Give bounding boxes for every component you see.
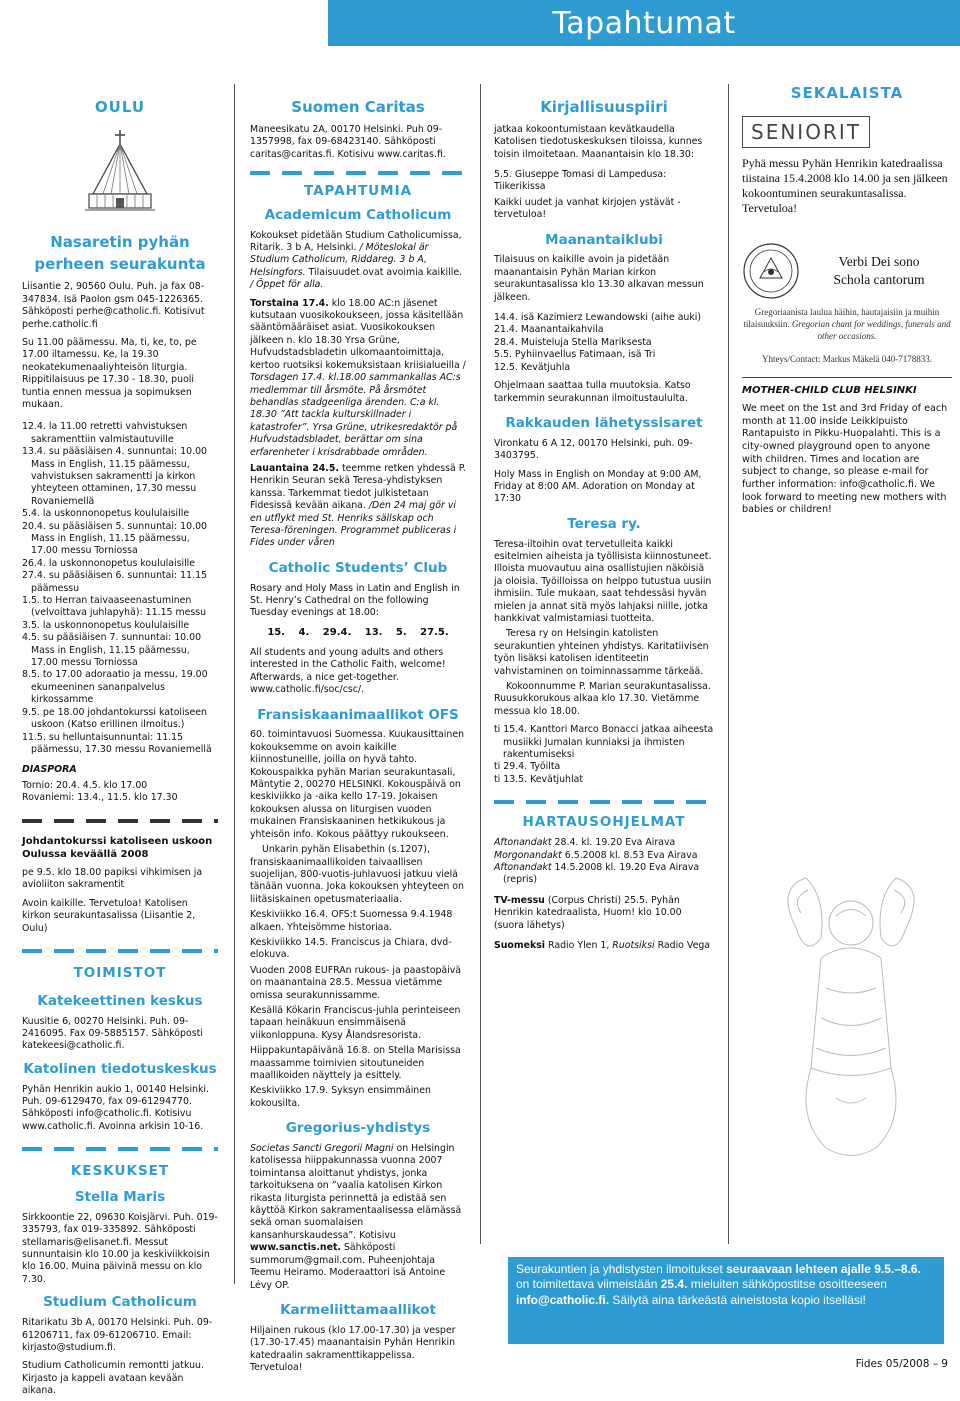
list-item: 5.4. la uskonnonopetus koululaisille — [22, 508, 190, 520]
verbi-contact: Yhteys/Contact: Markus Mäkelä 040-7178833. — [762, 353, 932, 364]
intro-course-title: Johdantokurssi katoliseen uskoon Oulussa keväällä 2008 — [22, 835, 213, 860]
diaspora-tornio: Tornio: 20.4. 4.5. klo 17.00 — [22, 779, 148, 791]
list-item: ti 29.4. Työilta — [494, 761, 561, 773]
column-divider — [728, 84, 729, 1244]
tiedotus-heading: Katolinen tiedotuskeskus — [23, 1060, 217, 1077]
ofs-item: 60. toimintavuosi Suomessa. Kuukausittainen kokouksemme on avoin kaikille kiinnostuneille, joilla on hyvä tahto. Kokouspaikka pyhän Marian seurakuntasali, Mäntytie 2, 00270 HELSINKI. Kokouspäivä on keskiviikko ja -aika kello 17-19. Jokaisen kokouksen alussa on liturgisen vuoden mukainen Fransiskaaninen hetkikukous ja yhteisön info. Kokous päättyy rukoukseen. — [250, 729, 465, 840]
section-banner: Tapahtumat — [328, 0, 960, 46]
students-dates: 15. 4. 29.4. 13. 5. 27.5. — [267, 626, 449, 638]
studium-text: Ritarikatu 3b A, 00170 Helsinki. Puh. 09-61206711, fax 09-61206710. Email: kirjasto@studium.fi. — [22, 1317, 213, 1353]
verbi-description: Gregoriaanista laulua häihin, hautajaisiin ja muihin tilaisuuksiin. Gregorian chant for weddings, funerals and other occasions. Yhteys/Contact: Markus Mäkelä 040-7178833. — [743, 307, 951, 364]
radio-text: Suomeksi Radio Ylen 1, Ruotsiksi Radio Vega — [494, 939, 711, 951]
column-oulu — [22, 84, 218, 1401]
gregorius-heading: Gregorius-yhdistys — [285, 1120, 431, 1137]
verbi-title-line-1: Verbi Dei sono — [838, 253, 920, 269]
list-item: 3.5. la uskonnonopetus koululaisille — [22, 619, 190, 631]
karmeliitat-heading: Karmeliittamaallikot — [280, 1301, 436, 1318]
divider — [250, 171, 466, 175]
rakkauden-text: Vironkatu 6 A 12, 00170 Helsinki, puh. 09-3403795. — [494, 437, 693, 462]
caritas-text: Maneesikatu 2A, 00170 Helsinki. Puh 09-1357998, fax 09-68423140. Sähköposti caritas@caritas.fi. Kotisivu www.caritas.fi. — [250, 123, 446, 160]
list-item: 9.5. pe 18.00 johdantokurssi katoliseen uskoon (Katso erillinen ilmoitus.) — [22, 706, 207, 731]
notice-email[interactable]: info@catholic.fi. — [516, 1292, 610, 1307]
list-item: 8.5. to 17.00 adoraatio ja messu, 19.00 ekumeeninen sananpalvelus kirkossamme — [22, 669, 208, 706]
ofs-item: Unkarin pyhän Elisabethin (s.1207), fransiskaanimaallikoiden taivaallisen suojelijan, 800-vuotis-juhlavuosi jatkuu vielä tänään vuonna. Joka kokouksen yhteyteen on liitäsiskainen opetusmateriaalia. — [250, 844, 464, 905]
mother-child-title: MOTHER-CHILD CLUB HELSINKI — [742, 384, 917, 396]
list-item: 4.5. su pääsiäisen 7. sunnuntai: 10.00 Mass in English, 11.15 päämessu, 17.00 messu Torniossa — [22, 632, 202, 669]
oulu-heading: OULU — [94, 98, 146, 116]
hartaus-heading: HARTAUSOHJELMAT — [522, 814, 686, 831]
gregorius-text: Societas Sancti Gregorii Magni on Helsingin katolisessa hiippakunnassa vuonna 2007 toimintansa aloittanut yhdistys, jonka tarkoituksena on ”vaalia katolisen Kirkon rikasta liturgista perinnettä ja edistää sen käyttöä Kirkon sakramentaalisessa elämässä sekä oman suomalaisen kansanhurskaudessa”. Kotisivu www.sanctis.net. Sähköposti summorum@gmail.com. Puheenjohtaja Teemu Heiramo. Moderaattori isä Antoine Lévy OP. — [250, 1143, 462, 1291]
church-icon — [85, 124, 155, 224]
ofs-item: Keskiviikko 16.4. OFS:t Suomessa 9.4.1948 alkaen. Yhteisömme historiaa. — [250, 909, 453, 933]
kirja-text: jatkaa kokoontumistaan kevätkaudella Katolisen tiedotuskeskuksen tiloissa, kunnes toisin ilmoitetaan. Maanantaisin klo 18.30: — [494, 123, 703, 160]
list-item: 26.4. la uskonnonopetus koululaisille — [22, 557, 196, 569]
ofs-item: Hiippakuntapäivänä 16.8. on Stella Marisissa maassamme toimivien sitoutuneiden maallikoiden näyttely ja esittely. — [250, 1045, 461, 1082]
list-item: 13.4. su pääsiäisen 4. sunnuntai: 10.00 Mass in English, 11.15 päämessu, vahvistuksen sakramentti ja kirkon yhteyteen ottaminen, 17.30 messu Rovaniemellä — [22, 446, 208, 507]
list-item: ti 13.5. Kevätjuhlat — [494, 773, 584, 785]
divider — [22, 819, 218, 823]
kirja-heading: Kirjallisuuspiiri — [540, 98, 668, 116]
academicum-text: Kokoukset pidetään Studium Catholicumissa, Ritarik. 3 b A, Helsinki. / Möteslokal är Studium Catholicum, Riddareg. 3 b A, Helsingfors. Tilaisuudet ovat avoimia kaikille. / Öppet för alla. — [250, 229, 463, 291]
list-item: 11.5. su helluntaisunnuntai: 11.15 päämessu, 17.30 messu Rovaniemellä — [22, 731, 212, 755]
mother-child-text: We meet on the 1st and 3rd Friday of each month at 11.00 inside Leikkipuisto Rantapuisto in Pikku-Huopalahti. This is a city-owned playground open to anyone with children. Times and location are subject to change, so please e-mail for further information: info@catholic.fi. We look forward to meeting new mothers with babies or children! — [742, 402, 948, 516]
column-sekalaista — [742, 84, 952, 520]
oulu-events — [22, 421, 218, 756]
teresa-text-2: Teresa ry on Helsingin katolisten seurakuntien yhteinen yhdistys. Karitatiivisen työn lisäksi katolisen identiteetin vahvistaminen on toiminnassamme tärkeää. — [494, 628, 709, 677]
list-item: 21.4. Maanantaikahvila — [494, 324, 604, 336]
torstaina-text: Torstaina 17.4. klo 18.00 AC:n jäsenet kutsutaan vuosikokoukseen, jossa käsitellään sääntömääräiset asiat. Vuosikokouksen jälkeen n. klo 18.30 Yrsa Grüne, Hufvudstadsbladetin ulkomaantoimittaja, kertoo ruotsiksi kokemuksistaan kriisialueilla / Torsdagen 17.4. kl.18.00 sammankallas AC:s medlemmar till årsmöte. På årsmötet behandlas stadgeenliga ärenden. C:a kl. 18.30 ”Att tackla kulturskillnader i katastrofer”. Yrsa Grüne, utrikesredaktör på Hufvudstadsbladet, berättar om sina erfarenheter i krisdrabbade områden. — [250, 297, 466, 458]
ofs-item: Kesällä Kökarin Franciscus-juhla perinteiseen tapaan heinäkuun ensimmäisenä viikonloppuna. Kysy Ålandsresorista. — [250, 1004, 461, 1041]
parish-contact: Liisantie 2, 90560 Oulu. Puh. ja fax 08-347834. Isä Paolon gsm 045-1226365. Sähköposti perhe@catholic.fi. Kotisivut perhe.catholic.fi — [22, 281, 205, 330]
rakkauden-text-2: Holy Mass in English on Monday at 9:00 AM, Friday at 8:00 AM. Adoration on Monday at 17:30 — [494, 468, 702, 505]
page-footer: Fides 05/2008 – 9 — [855, 1358, 948, 1371]
ofs-item: Keskiviikko 17.9. Syksyn ensimmäinen kokousilta. — [250, 1085, 431, 1109]
verbi-title-line-2: Schola cantorum — [833, 272, 925, 288]
list-item: Aftonandakt 14.5.2008 kl. 19.20 Eva Airava (repris) — [494, 861, 700, 886]
verbi-title — [800, 253, 952, 289]
mass-schedule: Su 11.00 päämessu. Ma, ti, ke, to, pe 17.00 iltamessu. Ke, la 19.30 neokatekumenaaliyhteisön liturgia. Rippitilaisuus pe 17.30 - 18.30, puoli tuntia ennen messua ja sopimuksen mukaan. — [22, 336, 197, 410]
teresa-heading: Teresa ry. — [567, 515, 641, 532]
teresa-text: Teresa-iltoihin ovat tervetulleita kaikki esitelmien aiheista ja työllisista kiinnostuneet. Illoista muovautuu aina osallistujien näköisiä ja oloisia. Työilloissa on helppo tutustua uusiin ihmisiin. Tule mukaan, saat tehdessäsi hyvän mielen ja annat sitä myös lahjaksi niille, jotka hankkivat valmistamiasi tuotteita. — [494, 538, 712, 625]
kirja-item: 5.5. Giuseppe Tomasi di Lampedusa: Tiikerikissa — [494, 169, 667, 193]
intro-course-text: pe 9.5. klo 18.00 papiksi vihkimisen ja avioliiton sakramentit — [22, 866, 203, 891]
column-divider — [234, 84, 235, 1284]
katekeettinen-text: Kuusitie 6, 00270 Helsinki. Puh. 09-2416095. Fax 09-5885157. Sähköposti katekeesi@catholic.fi. — [22, 1015, 203, 1052]
diaspora-label: DIASPORA — [22, 764, 77, 776]
list-item: Morgonandakt 6.5.2008 kl. 8.53 Eva Airava — [494, 849, 698, 861]
studium-heading: Studium Catholicum — [43, 1294, 197, 1311]
rakkauden-heading: Rakkauden lähetyssisaret — [505, 414, 703, 431]
column-caritas — [250, 84, 466, 1377]
notice-box: Seurakuntien ja yhdistysten ilmoitukset seuraavaan lehteen ajalle 9.5.–8.6. on toimitettava viimeistään 25.4. mieluiten sähköpostitse osoitteeseen info@catholic.fi. Säilytä aina tärkeästä aineistosta kopio itselläsi! — [508, 1257, 944, 1344]
ofs-item: Keskiviikko 14.5. Franciscus ja Chiara, dvd-elokuva. — [250, 936, 452, 961]
divider — [22, 949, 218, 953]
students-heading: Catholic Students’ Club — [268, 559, 448, 576]
toimisto-heading: TOIMISTOT — [73, 964, 167, 981]
maanantai-list — [494, 312, 714, 374]
list-item: 1.5. to Herran taivaaseenastuminen (velvoittava juhlapyhä): 11.15 messu — [22, 595, 207, 619]
seniorit-text: Pyhä messu Pyhän Henrikin katedraalissa tiistaina 15.4.2008 klo 14.00 ja sen jälkeen kokoontuminen seurakuntasalissa. Tervetuloa! — [742, 156, 948, 216]
maanantai-note: Ohjelmaan saattaa tulla muutoksia. Katso tarkemmin seurakunnan ilmoitustaululta. — [494, 380, 691, 404]
teresa-text-3: Kokoonnumme P. Marian seurakuntasalissa. Ruusukkorukous alkaa klo 17.30. Vietämme messua klo 18.00. — [494, 681, 711, 717]
verbi-dei-block — [742, 242, 952, 300]
diaspora-rovaniemi: Rovaniemi: 13.4., 11.5. klo 17.30 — [22, 792, 178, 804]
mother-child-club — [742, 377, 952, 517]
list-item: 12.4. la 11.00 retretti vahvistuksen sakramenttiin valmistautuville — [22, 421, 188, 445]
seniorit-heading: SENIORIT — [742, 116, 870, 148]
list-item: 5.5. Pyhiinvaellus Fatimaan, isä Tri — [494, 349, 656, 361]
seal-icon — [742, 242, 800, 300]
list-item: 12.5. Kevätjuhla — [494, 361, 571, 373]
list-item: 14.4. isä Kazimierz Lewandowski (aihe auki) — [494, 312, 702, 324]
academicum-heading: Academicum Catholicum — [264, 206, 452, 223]
katekeettinen-heading: Katekeettinen keskus — [37, 992, 203, 1009]
sekalaista-heading: SEKALAISTA — [790, 84, 904, 102]
caritas-heading: Suomen Caritas — [291, 98, 425, 116]
ofs-item: Vuoden 2008 EUFRAn rukous- ja paastopäivä on maanantaina 28.5. Messua vietämme omissa seurakunnissamme. — [250, 964, 462, 1001]
students-text: Rosary and Holy Mass in Latin and English in St. Henry’s Cathedral on the following Tuesday evenings at 18.00: — [250, 582, 460, 619]
list-item: 20.4. su pääsiäisen 5. sunnuntai: 10.00 Mass in English, 11.15 päämessu, 17.00 messu Torniossa — [22, 520, 208, 557]
column-divider — [480, 84, 481, 1244]
maanantai-heading: Maanantaiklubi — [545, 231, 663, 248]
keskukset-heading: KESKUKSET — [70, 1163, 170, 1180]
stella-heading: Stella Maris — [74, 1189, 166, 1206]
lauantaina-text: Lauantaina 24.5. teemme retken yhdessä P. Henrikin Seuran sekä Teresa-yhdistyksen kanssa. Tarkemmat tiedot julkistetaan Fidesissä kevään aikana. /Den 24 maj gör vi en utflykt med St. Henriks sällskap och Teresa-föreningen. Programmet publiceras i Fides under våren — [250, 462, 466, 549]
tv-mass-text: TV-messu (Corpus Christi) 25.5. Pyhän Henrikin katedraalista, Huom! klo 10.00 (suora lähetys) — [494, 894, 682, 931]
ofs-heading: Fransiskaanimaallikot OFS — [257, 706, 459, 723]
studium-note: Studium Catholicumin remontti jatkuu. Kirjasto ja kappeli avataan kevään aikana. — [22, 1360, 204, 1397]
stella-text: Sirkkoontie 22, 09630 Koisjärvi. Puh. 019-335793, fax 019-335892. Sähköposti stellamaris@elisanet.fi. Messut sunnuntaisin klo 10.00 ja keskiviikkoisin klo 16.00. Muina päivinä messu on klo 7.30. — [22, 1211, 218, 1285]
intro-course-note: Avoin kaikille. Tervetuloa! Katolisen kirkon seurakuntasalissa (Liisantie 2, Oulu) — [22, 897, 196, 934]
kirja-note: Kaikki uudet ja vanhat kirjojen ystävät - tervetuloa! — [494, 196, 681, 221]
tiedotus-text: Pyhän Henrikin aukio 1, 00140 Helsinki. Puh. 09-6129470, fax 09-61294770. Sähköposti info@catholic.fi. Kotisivu www.catholic.fi. Avoinna arkisin 10-16. — [22, 1083, 210, 1132]
column-kirjallisuus — [494, 84, 714, 955]
list-item: ti 15.4. Kanttori Marco Bonacci jatkaa aiheesta musiikki Jumalan kunniaksi ja ihmisten rakentumiseksi — [494, 724, 714, 761]
angel-illustration-icon — [766, 868, 936, 1168]
teresa-list — [494, 724, 714, 786]
students-text-2: All students and young adults and others interested in the Catholic Faith, welcome! Afterwards, a nice get-together. www.catholic.fi/soc/csc/. — [250, 647, 446, 696]
karmeliitat-text: Hiljainen rukous (klo 17.00-17.30) ja vesper (17.30-17.45) maanantaisin Pyhän Henrikin katedraalin sakramenttikappelissa. Tervetuloa! — [250, 1324, 456, 1373]
tapahtumia-heading: TAPAHTUMIA — [303, 183, 413, 200]
parish-title: Nasaretin pyhän perheen seurakunta — [34, 232, 206, 273]
list-item: 28.4. Muisteluja Stella Mariksesta — [494, 336, 652, 348]
divider — [494, 800, 714, 804]
maanantai-text: Tilaisuus on kaikille avoin ja pidetään maanantaisin Pyhän Marian kirkon seurakuntasalissa klo 13.30 alkavan messun jälkeen. — [494, 254, 704, 303]
list-item: 27.4. su pääsiäisen 6. sunnuntai: 11.15 päämessu — [22, 570, 208, 594]
hartaus-list — [494, 837, 714, 887]
list-item: Aftonandakt 28.4. kl. 19.20 Eva Airava — [494, 837, 676, 849]
divider — [22, 1147, 218, 1151]
